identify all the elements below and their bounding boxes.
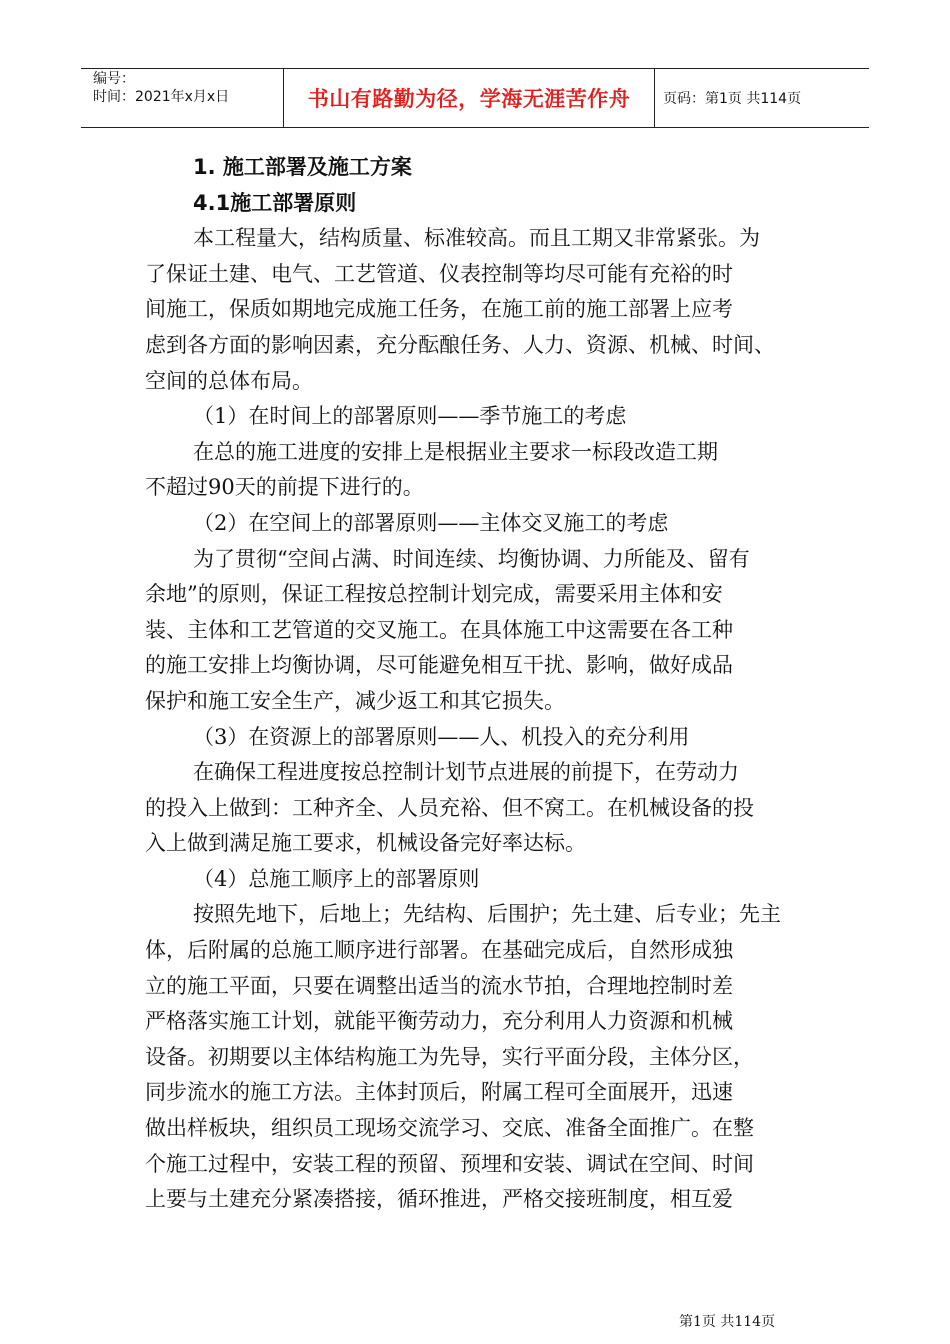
subsection-heading: 4.1施工部署原则 bbox=[193, 190, 357, 215]
paragraph-line: 的投入上做到：工种齐全、人员充裕、但不窝工。在机械设备的投 bbox=[145, 795, 754, 820]
header-meta bbox=[81, 69, 283, 127]
header-page-cell bbox=[655, 69, 869, 127]
paragraph-line: 为了贯彻“空间占满、时间连续、均衡协调、力所能及、留有 bbox=[193, 546, 750, 571]
paragraph-line: 立的施工平面，只要在调整出适当的流水节拍，合理地控制时差 bbox=[145, 973, 733, 998]
paragraph-line: 虑到各方面的影响因素，充分酝酿任务、人力、资源、机械、时间、 bbox=[145, 332, 775, 357]
paragraph-line: 体，后附属的总施工顺序进行部署。在基础完成后，自然形成独 bbox=[145, 938, 733, 963]
paragraph-line: 入上做到满足施工要求，机械设备完好率达标。 bbox=[145, 831, 586, 856]
paragraph-line: 间施工，保质如期地完成施工任务，在施工前的施工部署上应考 bbox=[145, 297, 733, 322]
paragraph-line: 在确保工程进度按总控制计划节点进展的前提下，在劳动力 bbox=[193, 760, 739, 785]
header-motto: 书山有路勤为径，学海无涯苦作舟 bbox=[307, 87, 631, 111]
paragraph-line: 做出样板块，组织员工现场交流学习、交底、准备全面推广。在整 bbox=[145, 1116, 754, 1141]
section-heading: 1. 施工部署及施工方案 bbox=[193, 155, 412, 179]
paragraph-line: 了保证土建、电气、工艺管道、仪表控制等均尽可能有充裕的时 bbox=[145, 261, 733, 286]
paragraph-line: 不超过90天的前提下进行的。 bbox=[145, 475, 424, 500]
paragraph-line: 严格落实施工计划，就能平衡劳动力，充分利用人力资源和机械 bbox=[145, 1009, 733, 1034]
paragraph-line: 装、主体和工艺管道的交叉施工。在具体施工中这需要在各工种 bbox=[145, 617, 733, 642]
paragraph-line: 在总的施工进度的安排上是根据业主要求一标段改造工期 bbox=[193, 439, 718, 464]
principle-heading: （3）在资源上的部署原则——人、机投入的充分利用 bbox=[193, 724, 690, 749]
page-header bbox=[81, 68, 869, 128]
paragraph-line: 设备。初期要以主体结构施工为先导，实行平面分段，主体分区， bbox=[145, 1044, 754, 1069]
header-motto-cell bbox=[283, 69, 655, 127]
paragraph-line: 同步流水的施工方法。主体封顶后，附属工程可全面展开，迅速 bbox=[145, 1080, 733, 1105]
paragraph-line: 余地”的原则，保证工程按总控制计划完成，需要采用主体和安 bbox=[145, 582, 723, 607]
page-footer-number: 第1页 共114页 bbox=[679, 1314, 776, 1330]
document-body bbox=[145, 150, 807, 1218]
header-page-number: 页码：第1页 共114页 bbox=[663, 91, 802, 107]
paragraph-line: 空间的总体布局。 bbox=[145, 368, 313, 393]
principle-heading: （4）总施工顺序上的部署原则 bbox=[193, 866, 480, 891]
principle-heading: （1）在时间上的部署原则——季节施工的考虑 bbox=[193, 404, 627, 429]
document-time-label: 时间：2021年x月x日 bbox=[93, 89, 230, 105]
principle-heading: （2）在空间上的部署原则——主体交叉施工的考虑 bbox=[193, 510, 669, 535]
paragraph-line: 本工程量大，结构质量、标准较高。而且工期又非常紧张。为 bbox=[193, 226, 760, 251]
paragraph-line: 保护和施工安全生产，减少返工和其它损失。 bbox=[145, 688, 565, 713]
document-number-label: 编号： bbox=[93, 71, 135, 87]
paragraph-line: 按照先地下，后地上；先结构、后围护；先土建、后专业；先主 bbox=[193, 902, 781, 927]
paragraph-line: 的施工安排上均衡协调，尽可能避免相互干扰、影响，做好成品 bbox=[145, 653, 733, 678]
paragraph-line: 个施工过程中，安装工程的预留、预埋和安装、调试在空间、时间 bbox=[145, 1151, 754, 1176]
paragraph-line: 上要与土建充分紧凑搭接，循环推进，严格交接班制度，相互爱 bbox=[145, 1187, 733, 1212]
